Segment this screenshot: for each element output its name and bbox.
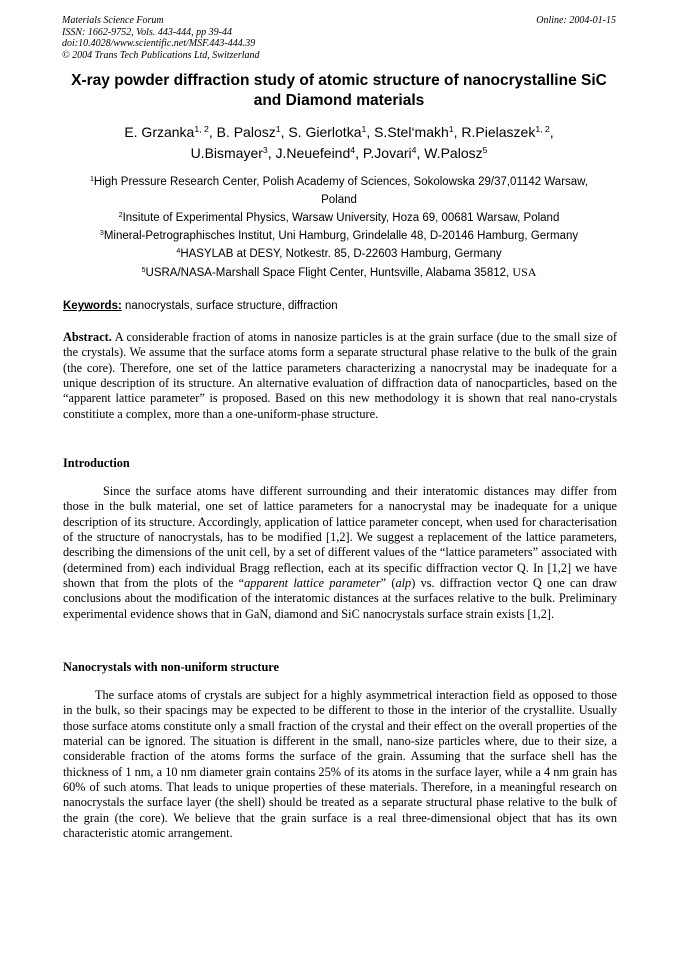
section-heading-nanocrystals: Nanocrystals with non-uniform structure <box>63 660 279 674</box>
author-affil-sup: 1 <box>361 124 367 135</box>
alp-term: apparent lattice parameter <box>244 576 381 591</box>
keywords <box>63 299 618 313</box>
abstract-label: Abstract. <box>63 330 112 344</box>
intro-text-3: ) vs. diffraction vector Q one can draw conclusions about the modification of the interatomic distances at the surfaces relative to the bulk. Preliminary experimental evidence shows that in GaN, diamond and SiC nanocrystals surface strain exists [1,2]. <box>63 576 617 621</box>
author-affil-sup: 1, 2 <box>535 124 550 135</box>
nanocrystals-paragraph: The surface atoms of crystals are subject for a highly asymmetrical interaction field as opposed to those in the bulk, so their spacings may be expected to be different to those in the interior of the crystallite. Usually those surface atoms constitute only a small fraction of the crystal and their effect on the overall properties of the material can be ignored. The situation is different in the small, nano-size particles where, due to their size, a considerable fraction of the atoms forms the surface of the grain. Assuming that the surface shell has the thickness of 1 nm, a 10 nm diameter grain contains 25% of its atoms in the surface layer, while a 4 nm grain has 60% of such atoms. That leads to unique properties of these materials. Therefore, in a meaningful research on nanocrystals the surface layer (the shell) should be treated as a separate structural phase relative to the bulk of the grain (the core). We believe that the grain surface is a real three-dimensional object that has its own characteristic atomic arrangement. <box>63 688 617 841</box>
author-name: J.Neuefeind <box>275 145 351 161</box>
affil-country: USA <box>512 265 537 279</box>
issn-line: ISSN: 1662-9752, Vols. 443-444, pp 39-44 <box>62 26 232 38</box>
author-line-1 <box>50 122 628 143</box>
author-name: E. Grzanka <box>124 124 195 140</box>
author-affil-sup: 3 <box>262 145 268 156</box>
journal-header <box>62 15 616 61</box>
author-list <box>50 122 628 164</box>
affil-number: 2 <box>118 211 123 220</box>
affil-number: 3 <box>99 229 104 238</box>
author-name: W.Palosz <box>424 145 483 161</box>
doi-line: doi:10.4028/www.scientific.net/MSF.443-444.39 <box>62 38 256 49</box>
affil-number: 1 <box>89 175 94 184</box>
alp-abbr: alp <box>395 576 412 591</box>
author-name: S.Stel‘makh <box>374 124 449 140</box>
author-line-2 <box>50 143 628 164</box>
author-name: B. Palosz <box>216 124 276 140</box>
author-sep: , <box>366 124 375 140</box>
author-sep: , <box>549 124 554 140</box>
author-affil-sup: 1 <box>448 124 454 135</box>
author-sep: , <box>453 124 462 140</box>
affiliation-1-cont: Poland <box>321 194 357 206</box>
author-name: P.Jovari <box>362 145 412 161</box>
affil-text: USRA/NASA-Marshall Space Flight Center, Huntsville, Alabama 35812, <box>145 267 510 279</box>
author-affil-sup: 4 <box>411 145 417 156</box>
affiliation-5 <box>58 263 620 282</box>
author-sep: , <box>267 145 276 161</box>
title-line-2: and Diamond materials <box>253 91 425 109</box>
author-name: R.Pielaszek <box>461 124 536 140</box>
author-name: S. Gierlotka <box>288 124 362 140</box>
author-sep: , <box>208 124 217 140</box>
author-sep: , <box>355 145 363 161</box>
keywords-label: Keywords: <box>63 300 122 312</box>
section-heading-introduction: Introduction <box>63 456 130 470</box>
journal-name: Materials Science Forum <box>62 15 164 26</box>
affiliation-2 <box>58 209 620 227</box>
title-line-1: X-ray powder diffraction study of atomic structure of nanocrystalline SiC <box>71 72 607 89</box>
keywords-text: nanocrystals, surface structure, diffraction <box>121 300 338 312</box>
author-sep: , <box>416 145 425 161</box>
paper-title <box>50 71 628 110</box>
author-name: U.Bismayer <box>190 145 263 161</box>
affil-text: HASYLAB at DESY, Notkestr. 85, D-22603 Hamburg, Germany <box>180 248 502 260</box>
affil-text: Mineral-Petrographisches Institut, Uni Hamburg, Grindelalle 48, D-20146 Hamburg, Germany <box>103 230 579 242</box>
author-affil-sup: 5 <box>482 145 488 156</box>
copyright-line: © 2004 Trans Tech Publications Ltd, Switzerland <box>62 49 260 61</box>
intro-text-2: ” ( <box>380 576 396 591</box>
abstract <box>63 330 617 422</box>
affil-text: Insitute of Experimental Physics, Warsaw University, Hoza 69, 00681 Warsaw, Poland <box>122 212 560 224</box>
author-affil-sup: 1 <box>275 124 281 135</box>
intro-text-1: Since the surface atoms have different surrounding and their interatomic distances may differ from those in the bulk material, one set of lattice parameters for a nanocrystal may be inadequate for a unique description of its structure. Accordingly, application of lattice parameter concept, when used for characterisation of the structure of nanocrystals, has to be modified [1,2]. We suggest a replacement of the lattice parameters, describing the dimensions of the unit cell, by a set of different values of the “lattice parameters” associated with (determined from) each individual Bragg reflection, each at its specific diffraction vector Q. In [1,2] we have shown that from the plots of the “ <box>63 484 617 591</box>
affiliation-4 <box>58 245 620 263</box>
affil-number: 5 <box>141 266 146 275</box>
affiliation-list <box>58 173 620 282</box>
introduction-paragraph <box>63 484 617 622</box>
affiliation-3 <box>58 227 620 245</box>
author-affil-sup: 4 <box>350 145 356 156</box>
online-date: Online: 2004-01-15 <box>536 15 616 26</box>
affiliation-1 <box>58 173 620 191</box>
author-affil-sup: 1, 2 <box>194 124 209 135</box>
affil-number: 4 <box>176 247 181 256</box>
affil-text: High Pressure Research Center, Polish Academy of Sciences, Sokolowska 29/37,01142 Warsaw, <box>93 176 589 188</box>
abstract-text: A considerable fraction of atoms in nanosize particles is at the grain surface (due to the small size of the crystals). We assume that the surface atoms form a separate structural phase relative to the bulk of the grain (the core). Therefore, one set of the lattice parameters characterizing a nanocrystal may be inadequate for a unique description of its structure. An alternative evaluation of diffraction data of nanocparticles, based on the “apparent lattice parameter” is proposed. Based on this new methodology it is shown that real nano-crystals constitiute a complex, more than a one-uniform-phase structure. <box>63 330 617 421</box>
author-sep: , <box>280 124 289 140</box>
